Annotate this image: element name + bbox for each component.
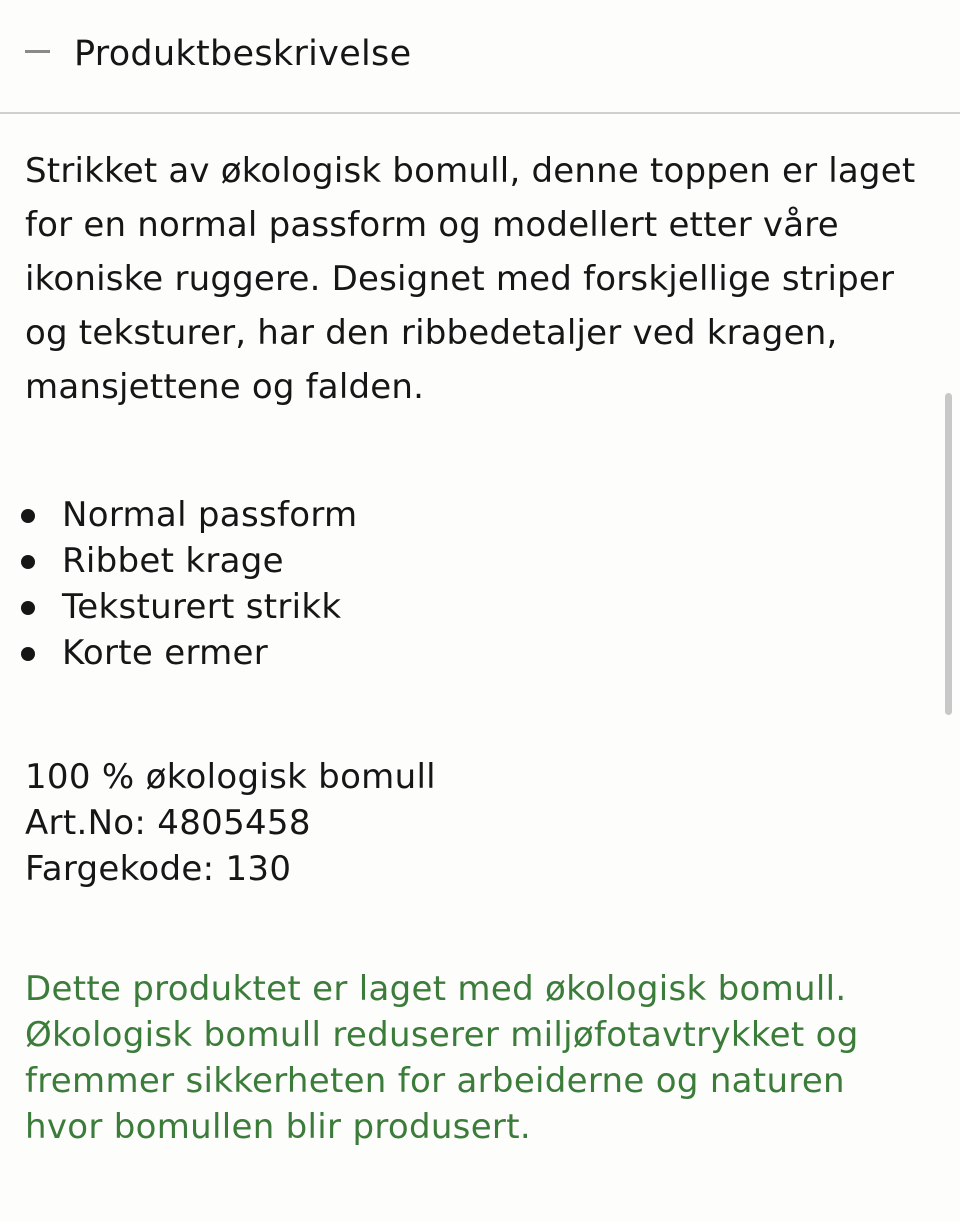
section-title: Produktbeskrivelse: [74, 34, 412, 74]
feature-list: [0, 492, 357, 676]
eco-note-text: Dette produktet er laget med økologisk bomull. Økologisk bomull reduserer miljøfotavtrykket og fremmer sikkerheten for arbeiderne og naturen hvor bomullen blir produsert.: [25, 969, 859, 1147]
feature-label: Teksturert strikk: [62, 587, 342, 627]
product-specs: [25, 754, 436, 892]
bullet-dot-icon: [21, 555, 35, 569]
feature-item: [0, 538, 357, 584]
accordion-header-product-description[interactable]: [0, 0, 960, 114]
feature-item: [0, 584, 357, 630]
color-code-text: Fargekode: 130: [25, 849, 292, 889]
feature-item: [0, 630, 357, 676]
feature-label: Normal passform: [62, 495, 358, 535]
bullet-dot-icon: [21, 509, 35, 523]
feature-label: Ribbet krage: [62, 541, 284, 581]
feature-label: Korte ermer: [62, 633, 269, 673]
bullet-dot-icon: [21, 601, 35, 615]
bullet-dot-icon: [21, 647, 35, 661]
product-description-text: Strikket av økologisk bomull, denne toppen er laget for en normal passform og modellert etter våre ikoniske ruggere. Designet med forskjellige striper og teksturer, har den ribbedetaljer ved kragen, mansjettene og falden.: [25, 151, 916, 407]
material-text: 100 % økologisk bomull: [25, 757, 436, 797]
article-number-text: Art.No: 4805458: [25, 803, 311, 843]
feature-item: [0, 492, 357, 538]
scrollbar-thumb[interactable]: [945, 393, 952, 715]
minus-icon[interactable]: [25, 50, 50, 53]
